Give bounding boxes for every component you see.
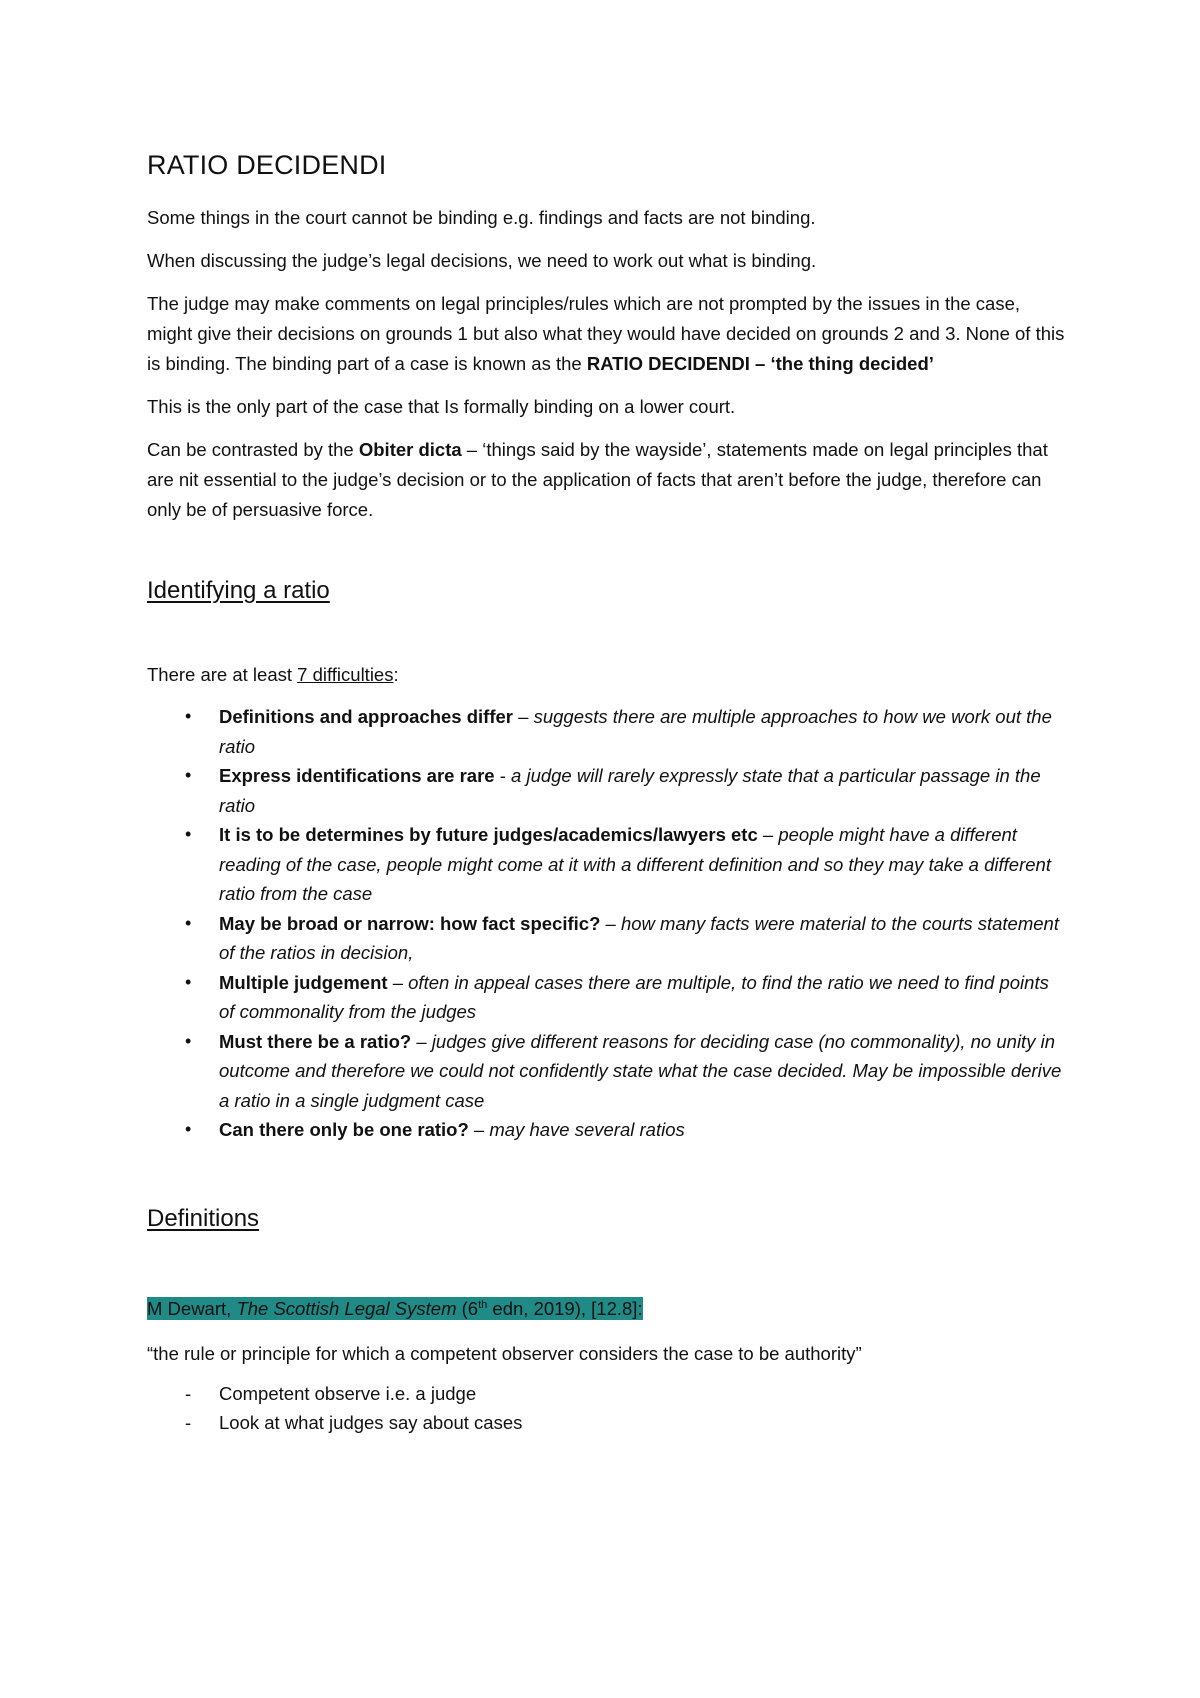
definition-notes (147, 1379, 1067, 1438)
bullet-term: May be broad or narrow: how fact specific? (219, 912, 601, 934)
list-item (147, 968, 1067, 1027)
intro-underlined: 7 difficulties (297, 664, 394, 685)
list-item (147, 1379, 1067, 1409)
bullet-term: Definitions and approaches differ (219, 706, 513, 727)
bullet-explanation: often in appeal cases there are multiple, to find the ratio we need to find points of commonality from the judges (219, 971, 1049, 1022)
ratio-term: RATIO DECIDENDI – ‘the thing decided’ (586, 353, 934, 374)
intro-text: There are at least (147, 664, 298, 685)
dash-marker: - (185, 1412, 192, 1434)
citation (147, 1291, 1067, 1323)
bullet-icon: • (185, 706, 192, 726)
intro-colon: : (393, 664, 399, 685)
citation-edition-sup: th (478, 1298, 488, 1311)
bullet-icon: • (185, 1119, 192, 1139)
bullet-separator: - (494, 765, 512, 786)
bullet-icon: • (185, 824, 192, 844)
list-item (147, 1408, 1067, 1438)
bullet-icon: • (185, 765, 192, 785)
citation-reference: edn, 2019), [12.8]: (487, 1297, 643, 1319)
list-item (147, 761, 1067, 820)
bullet-separator: – (411, 1030, 432, 1052)
document-title: RATIO DECIDENDI (147, 150, 387, 180)
difficulties-list (147, 702, 1067, 1145)
obiter-text-b: – ‘things said by the wayside’, statements made on legal principles that are nit essential to the judge’s decision or to the application of facts that aren’t before the judge, therefore can only be of persuasive force. (147, 439, 1048, 520)
bullet-explanation: suggests there are multiple approaches to how we work out the ratio (219, 706, 1052, 757)
list-item (147, 1115, 1067, 1145)
paragraph-findings: Some things in the court cannot be binding e.g. findings and facts are not binding. (147, 207, 816, 228)
list-item (147, 1027, 1067, 1116)
bullet-icon: • (185, 971, 192, 992)
list-item (147, 820, 1067, 909)
citation-highlight (147, 1297, 643, 1320)
difficulties-intro (147, 660, 1067, 690)
list-item (147, 909, 1067, 968)
citation-author: M Dewart, (147, 1297, 237, 1319)
bullet-term: Multiple judgement (219, 971, 388, 993)
list-item (147, 702, 1067, 761)
ratio-text: The judge may make comments on legal principles/rules which are not prompted by the issues in the case, might give their decisions on grounds 1 but also what they would have decided on grounds 2 and 3. None of this is binding. The binding part of a case is known as the (147, 293, 1065, 374)
paragraph-ratio-definition (147, 289, 1067, 379)
obiter-text-a: Can be contrasted by the (147, 439, 359, 460)
bullet-separator: – (513, 706, 534, 727)
bullet-term: It is to be determines by future judges/academics/lawyers etc (219, 824, 758, 845)
bullet-separator: – (757, 824, 779, 845)
citation-edition: (6 (456, 1297, 479, 1319)
bullet-separator: – (387, 971, 409, 993)
bullet-term: Express identifications are rare (219, 765, 495, 786)
bullet-separator: – (468, 1119, 490, 1140)
note-text: Competent observe i.e. a judge (219, 1382, 477, 1404)
heading-identifying-ratio: Identifying a ratio (147, 577, 330, 604)
document-body (147, 150, 1067, 1438)
note-text: Look at what judges say about cases (219, 1412, 523, 1434)
heading-definitions: Definitions (147, 1204, 260, 1232)
bullet-icon: • (185, 1030, 192, 1051)
paragraph-obiter (147, 435, 1067, 525)
definition-quote: “the rule or principle for which a competent observer considers the case to be authority” (147, 1342, 862, 1364)
bullet-explanation: a judge will rarely expressly state that a particular passage in the ratio (219, 765, 1041, 816)
bullet-explanation: people might have a different reading of the case, people might come at it with a different definition and so they may take a different ratio from the case (219, 824, 1051, 904)
paragraph-only-binding: This is the only part of the case that Is formally binding on a lower court. (147, 396, 736, 417)
bullet-icon: • (185, 912, 192, 933)
bullet-separator: – (600, 912, 621, 934)
dash-marker: - (185, 1382, 192, 1404)
bullet-explanation: how many facts were material to the courts statement of the ratios in decision, (219, 912, 1059, 963)
citation-book-title: The Scottish Legal System (236, 1297, 457, 1319)
obiter-term: Obiter dicta (358, 439, 462, 460)
bullet-term: Can there only be one ratio? (219, 1119, 469, 1140)
paragraph-binding: When discussing the judge’s legal decisions, we need to work out what is binding. (147, 250, 817, 271)
bullet-explanation: judges give different reasons for deciding case (no commonality), no unity in outcome and therefore we could not confidently state what the case decided. May be impossible derive a ratio in a single judgment case (219, 1030, 1062, 1111)
bullet-term: Must there be a ratio? (219, 1030, 412, 1052)
bullet-explanation: may have several ratios (489, 1119, 685, 1140)
